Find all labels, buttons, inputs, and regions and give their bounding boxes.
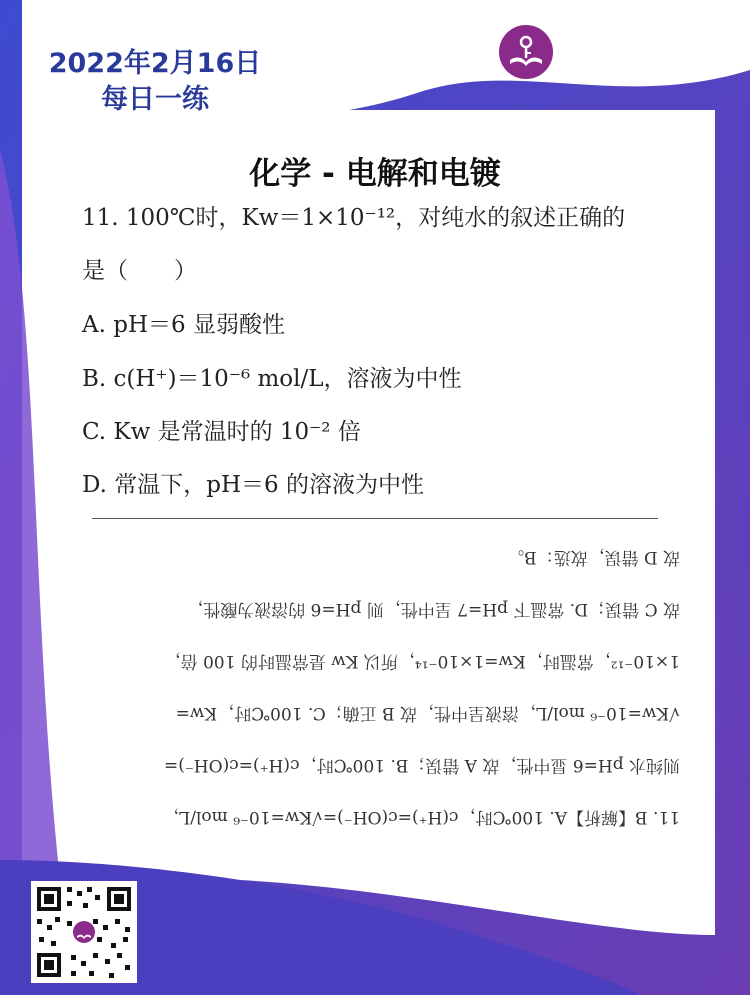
brand-logo xyxy=(498,22,738,84)
answer-line: √Kw=10⁻⁶ mol/L，溶液呈中性，故 B 正确；C. 100℃时，Kw= xyxy=(175,703,680,723)
qr-code xyxy=(31,881,137,983)
qr-code-icon xyxy=(31,881,137,983)
inverted-answer-block xyxy=(80,532,680,832)
brand-pinyin: DIAN CHENG JUN KAO xyxy=(576,62,721,73)
answer-line: 1×10⁻¹²，常温时，Kw=1×10⁻¹⁴，所以 Kw 是常温时的 100 倍， xyxy=(163,651,680,671)
date-header xyxy=(30,46,280,118)
option-c: C. Kw 是常温时的 10⁻² 倍 xyxy=(82,419,361,445)
answer-line: 故 D 错误，故选：B。 xyxy=(507,547,680,567)
question-stem-line1: 11. 100℃时，Kw＝1×10⁻¹²，对纯水的叙述正确的 xyxy=(82,205,626,231)
answer-line: 故 C 错误；D. 常温下 pH=7 呈中性，则 pH=6 的溶液为酸性， xyxy=(186,599,680,619)
answer-line: 则纯水 pH=6 显中性，故 A 错误；B. 100℃时，c(H⁺)=c(OH⁻)= xyxy=(163,755,680,775)
option-a: A. pH＝6 显弱酸性 xyxy=(82,312,285,338)
brand-name: 点成军考 xyxy=(574,34,686,62)
book-key-icon xyxy=(498,24,554,80)
option-d: D. 常温下，pH＝6 的溶液为中性 xyxy=(82,472,424,498)
divider xyxy=(92,518,658,519)
date-text: 2022年2月16日 xyxy=(48,48,262,79)
answer-line: 11. B【解析】A. 100℃时，c(H⁺)=c(OH⁻)=√Kw=10⁻⁶ mol/L， xyxy=(161,807,680,827)
page-title: 化学 - 电解和电镀 xyxy=(249,156,501,192)
option-b: B. c(H⁺)＝10⁻⁶ mol/L，溶液为中性 xyxy=(82,366,462,392)
daily-practice-label: 每日一练 xyxy=(101,84,209,115)
question-stem-line2: 是（ ） xyxy=(82,258,197,284)
